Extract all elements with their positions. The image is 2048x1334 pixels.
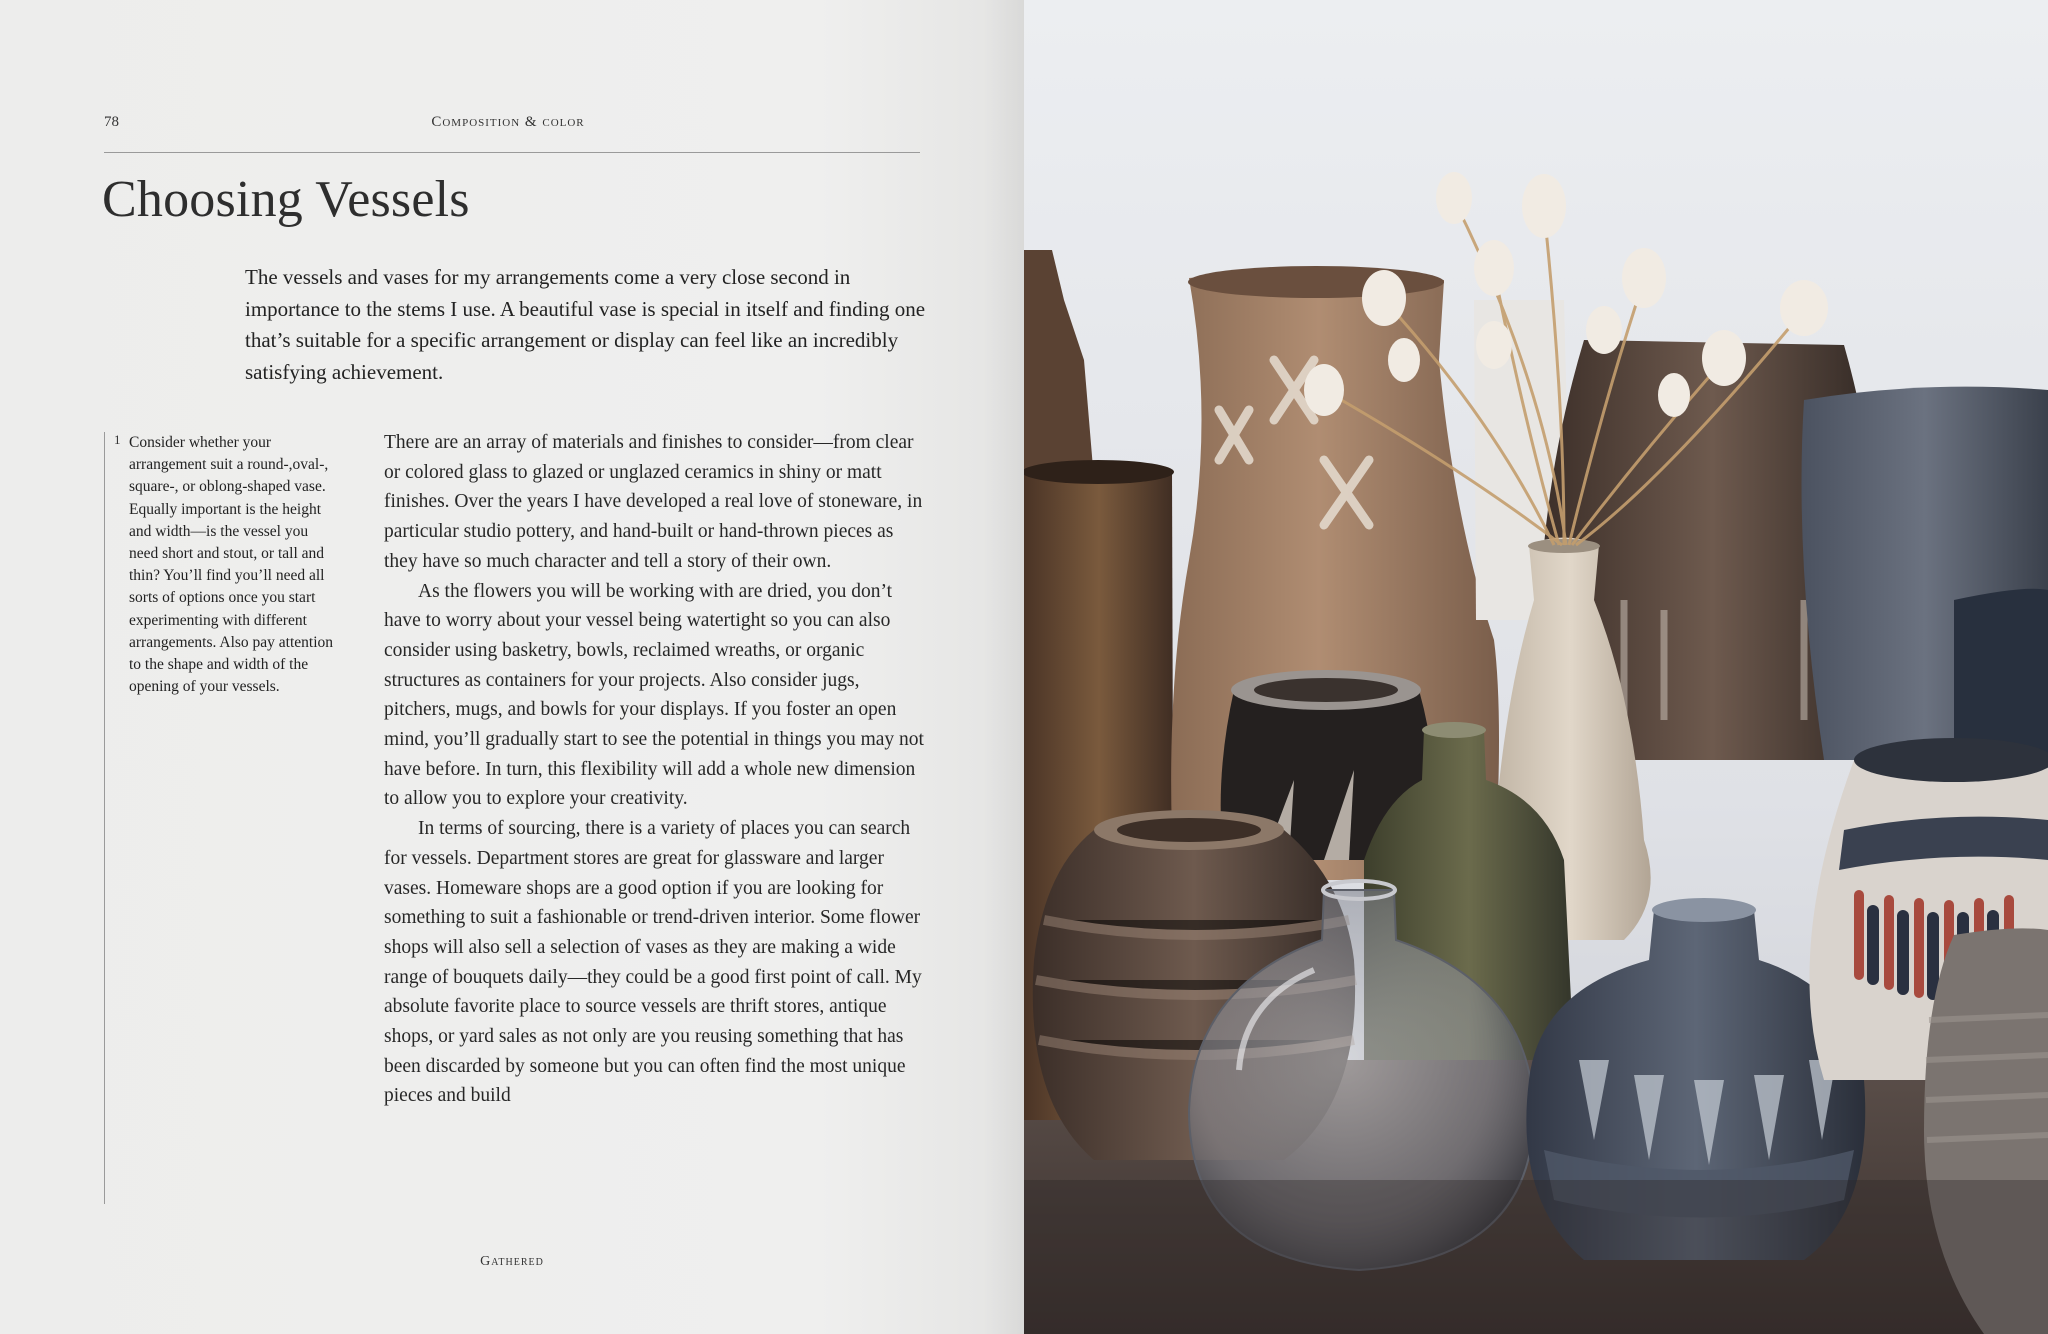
note-number: 1	[114, 432, 121, 447]
running-head: Composition & color	[431, 114, 585, 130]
body-paragraph: There are an array of materials and finishes to consider—from clear or colored glass to glazed or unglazed ceramics in shiny or matt finishes. Over the years I have developed a real love of stoneware, in particular studio pottery, and hand-built or hand-thrown pieces as they have so much character and tell a story of their own.	[384, 432, 923, 572]
body-paragraph: In terms of sourcing, there is a variety of places you can search for vessels. Department stores are great for glassware and larger vases. Homeware shops are a good option if you are looking for something to suit a fashionable or trend-driven interior. Some flower shops will also sell a selection of vases as they are making a wide range of bouquets daily—they could be a good first point of call. My absolute favorite place to source vessels are thrift stores, antique shops, or yard sales as not only are you reusing something that has been discarded by someone but you can often find the most unique pieces and build	[384, 818, 922, 1107]
body-paragraph: As the flowers you will be working with are dried, you don’t have to worry about your vessel being watertight so you can also consider using basketry, bowls, reclaimed wreaths, or organic structures as containers for your projects. Also consider jugs, pitchers, mugs, and bowls for your displays. If you foster an open mind, you’ll gradually start to see the potential in things you may not have before. In turn, this flexibility will add a whole new dimension to allow you to explore your creativity.	[384, 580, 924, 810]
sidebar-note	[104, 432, 334, 1204]
intro-paragraph: The vessels and vases for my arrangements come a very close second in importance to the stems I use. A beautiful vase is special in itself and finding one that’s suitable for a specific arrangement or display can feel like an incredibly satisfying achievement.	[245, 265, 926, 384]
right-page	[1024, 0, 2048, 1334]
body-text	[384, 428, 924, 1111]
running-footer: Gathered	[480, 1254, 544, 1269]
vessels-photo	[1024, 0, 2048, 1334]
page-title: Choosing Vessels	[102, 171, 470, 228]
header-rule	[104, 152, 920, 153]
page-number: 78	[104, 114, 119, 130]
note-text: Consider whether your arrangement suit a round-,oval-, square-, or oblong-shaped vase. Equally important is the height and width—is the vessel you need short and stout, or tall and thin? You’ll find you’ll need all sorts of options once you start experimenting with different arrangements. Also pay attention to the shape and width of the opening of your vessels.	[129, 434, 334, 696]
